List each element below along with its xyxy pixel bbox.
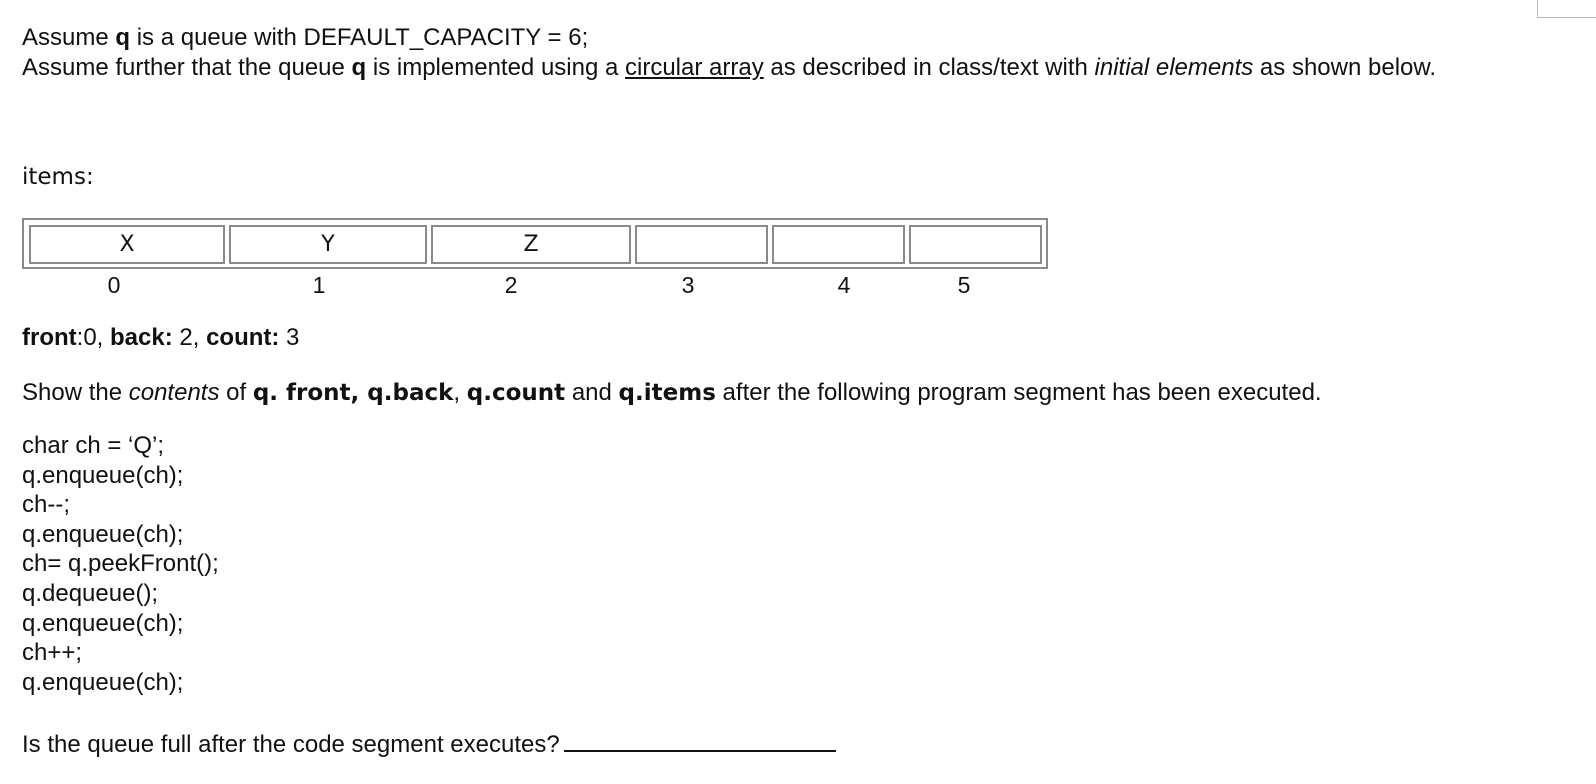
array-index: 0	[107, 272, 121, 298]
array-index: 3	[681, 272, 695, 298]
array-cell	[772, 225, 905, 264]
array-cell: Y	[229, 225, 427, 264]
items-label: items:	[22, 164, 94, 190]
corner-frame	[1537, 0, 1596, 18]
code-segment	[22, 431, 219, 697]
circular-array-term: circular array	[625, 54, 764, 81]
final-question: Is the queue full after the code segment executes?	[22, 730, 836, 760]
code-line: q.enqueue(ch);	[22, 668, 184, 696]
code-line: ch--;	[22, 491, 70, 519]
code-line: q.enqueue(ch);	[22, 520, 184, 548]
array-index: 5	[957, 272, 971, 298]
array-cell	[909, 225, 1042, 264]
code-line: char ch = ‘Q’;	[22, 432, 165, 459]
array-cell: Z	[431, 225, 631, 264]
intro-line-1: Assume q is a queue with DEFAULT_CAPACITY = 6;	[22, 24, 589, 51]
array-cell	[635, 225, 768, 264]
array-index: 4	[837, 272, 851, 298]
code-line: q.dequeue();	[22, 579, 159, 607]
queue-array	[22, 218, 1048, 269]
code-line: ch++;	[22, 639, 83, 667]
array-cell: X	[29, 225, 225, 264]
array-index: 1	[312, 272, 326, 298]
intro-line-2: Assume further that the queue q is implemented using a circular array as described in class/text with initial elements as shown below.	[22, 54, 1437, 81]
answer-blank[interactable]	[564, 730, 836, 752]
code-line: q.enqueue(ch);	[22, 609, 184, 637]
instruction-text: Show the contents of q. front, q.back, q.count and q.items after the following program segment has been executed.	[22, 379, 1322, 406]
queue-state: front:0, back: 2, count: 3	[22, 324, 300, 351]
array-index: 2	[504, 272, 518, 298]
code-line: ch= q.peekFront();	[22, 550, 219, 578]
code-line: q.enqueue(ch);	[22, 461, 184, 489]
